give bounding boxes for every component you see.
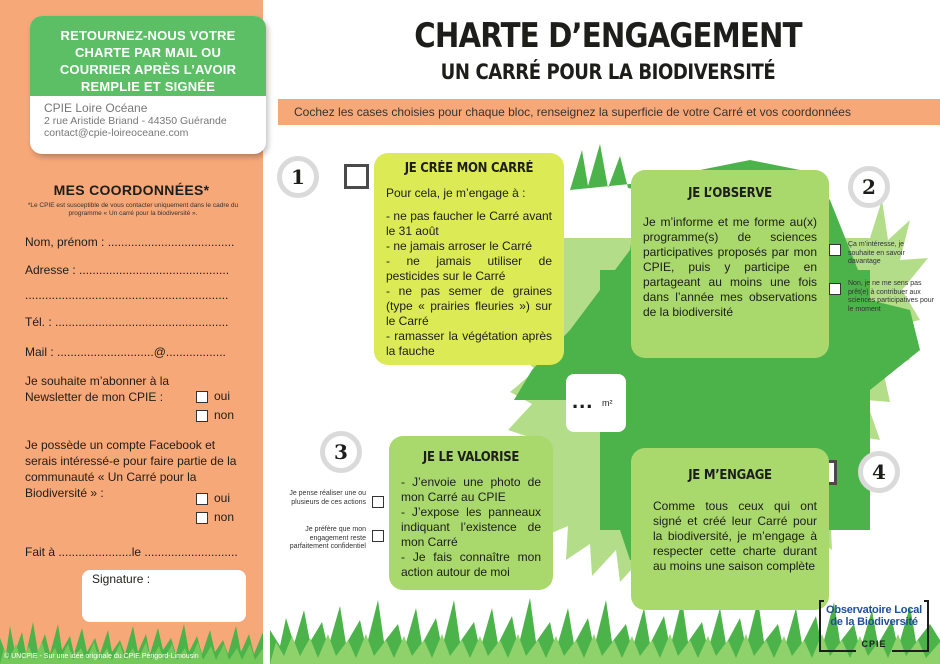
- return-address-card: [30, 16, 266, 154]
- org-address: 2 rue Aristide Briand - 44350 Guérande: [44, 114, 227, 127]
- return-instruction: RETOURNEZ-NOUS VOTRE CHARTE PAR MAIL OU COURRIER APRÈS L’AVOIR REMPLIE ET SIGNÉE: [30, 16, 266, 96]
- page-subtitle: UN CARRÉ POUR LA BIODIVERSITÉ: [440, 60, 776, 84]
- newsletter-yes-option[interactable]: [196, 389, 230, 403]
- email-field[interactable]: Mail : .............................@..................: [25, 345, 226, 359]
- area-placeholder: ...: [572, 388, 594, 413]
- block-3-confidential-label: Je préfère que mon engagement reste parfaitement confidentiel: [289, 526, 366, 550]
- block-4-card: [631, 448, 829, 610]
- logo-brand: CPIE: [861, 639, 887, 649]
- instruction-bar: Cochez les cases choisies pour chaque bloc, renseignez la superficie de votre Carré et vos coordonnées: [278, 99, 940, 125]
- list-item: - ne pas faucher le Carré avant le 31 août: [386, 209, 552, 238]
- list-item: - Je fais connaître mon action autour de moi: [401, 550, 541, 579]
- list-item: - ne pas semer de graines (type « prairies fleuries ») sur le Carré: [386, 284, 552, 328]
- coordinates-note: *Le CPIE est susceptible de vous contacter uniquement dans le cadre du programme « Un carré pour la biodiversité ».: [27, 202, 239, 217]
- block-4-number: 4: [858, 451, 900, 493]
- org-name: CPIE Loire Océane: [44, 101, 148, 115]
- block-4-title: JE M’ENGAGE: [688, 468, 772, 483]
- observatoire-logo: [818, 597, 930, 655]
- newsletter-no-checkbox[interactable]: [196, 410, 208, 422]
- name-field[interactable]: Nom, prénom : ......................................: [25, 235, 235, 249]
- footer-credit: © UNCPIE - Sur une idée originale du CPIE Périgord-Limousin: [4, 653, 199, 660]
- facebook-yes-option[interactable]: [196, 491, 230, 505]
- block-3-will-act-checkbox[interactable]: [372, 496, 384, 508]
- list-item: - ne jamais utiliser de pesticides sur le Carré: [386, 254, 552, 283]
- block-1-list: [386, 209, 552, 359]
- logo-line2: de la Biodiversité: [830, 616, 918, 628]
- block-1-checkbox[interactable]: [344, 164, 369, 189]
- newsletter-yes-checkbox[interactable]: [196, 391, 208, 403]
- block-2-not-ready-label: Non, je ne me sens pas prêt(e) à contribuer aux sciences participatives pour le moment: [848, 280, 934, 313]
- block-1-number: 1: [277, 156, 319, 198]
- place-date-field[interactable]: Fait à ......................le ............................: [25, 545, 238, 559]
- facebook-no-option[interactable]: [196, 510, 234, 524]
- address-line2-field[interactable]: .............................................................: [25, 288, 229, 302]
- yes-label: oui: [214, 389, 231, 403]
- block-1-intro: Pour cela, je m’engage à :: [386, 186, 526, 200]
- list-item: - ne jamais arroser le Carré: [386, 239, 533, 253]
- area-unit: m²: [602, 398, 613, 408]
- block-2-text: Je m’informe et me forme au(x) programme(s) de sciences participatives proposés par mon CPIE, puis y participe en partageant au moins une fois dans l’année mes observations de la biodiversité: [643, 215, 817, 319]
- block-3-confidential-checkbox[interactable]: [372, 530, 384, 542]
- block-2-interested-label: Ça m’intéresse, je souhaite en savoir davantage: [848, 241, 905, 265]
- block-2-title: JE L’OBSERVE: [688, 186, 772, 201]
- block-3-number: 3: [320, 431, 362, 473]
- facebook-yes-checkbox[interactable]: [196, 493, 208, 505]
- address-field[interactable]: Adresse : .............................................: [25, 263, 230, 277]
- org-contact-email[interactable]: contact@cpie-loireoceane.com: [44, 127, 189, 139]
- list-item: - J’expose les panneaux indiquant l’existence de mon Carré: [401, 505, 541, 549]
- block-3-list: [401, 475, 541, 580]
- no-label: non: [214, 510, 235, 524]
- coordinates-title: MES COORDONNÉES*: [53, 182, 210, 198]
- no-label: non: [214, 408, 235, 422]
- block-3-card: [389, 436, 553, 590]
- list-item: - ramasser la végétation après la fauche: [386, 329, 552, 358]
- page-title: CHARTE D’ENGAGEMENT: [414, 16, 802, 56]
- block-1-card: [374, 153, 564, 365]
- yes-label: oui: [214, 491, 231, 505]
- block-3-title: JE LE VALORISE: [422, 450, 520, 465]
- block-2-not-ready-checkbox[interactable]: [829, 283, 841, 295]
- newsletter-no-option[interactable]: [196, 408, 234, 422]
- block-2-card: [631, 170, 829, 358]
- signature-label: Signature :: [92, 572, 151, 586]
- block-4-text: Comme tous ceux qui ont signé et créé leur Carré pour la biodiversité, je m’engage à respecter cette charte durant au moins une saison complète: [653, 499, 817, 573]
- block-2-interested-checkbox[interactable]: [829, 244, 841, 256]
- phone-field[interactable]: Tél. : ....................................................: [25, 315, 229, 329]
- newsletter-question: Je souhaite m’abonner à la Newsletter de mon CPIE :: [25, 374, 170, 404]
- facebook-question: Je possède un compte Facebook et serais intéressé-e pour faire partie de la communauté « Un Carré pour la Biodiversité » :: [25, 438, 237, 500]
- block-3-will-act-label: Je pense réaliser une ou plusieurs de ces actions: [289, 490, 366, 506]
- block-2-number: 2: [848, 166, 890, 208]
- facebook-no-checkbox[interactable]: [196, 512, 208, 524]
- logo-line1: Observatoire Local: [825, 604, 923, 616]
- block-1-title: JE CRÉE MON CARRÉ: [404, 161, 534, 176]
- list-item: - J’envoie une photo de mon Carré au CPIE: [401, 475, 541, 504]
